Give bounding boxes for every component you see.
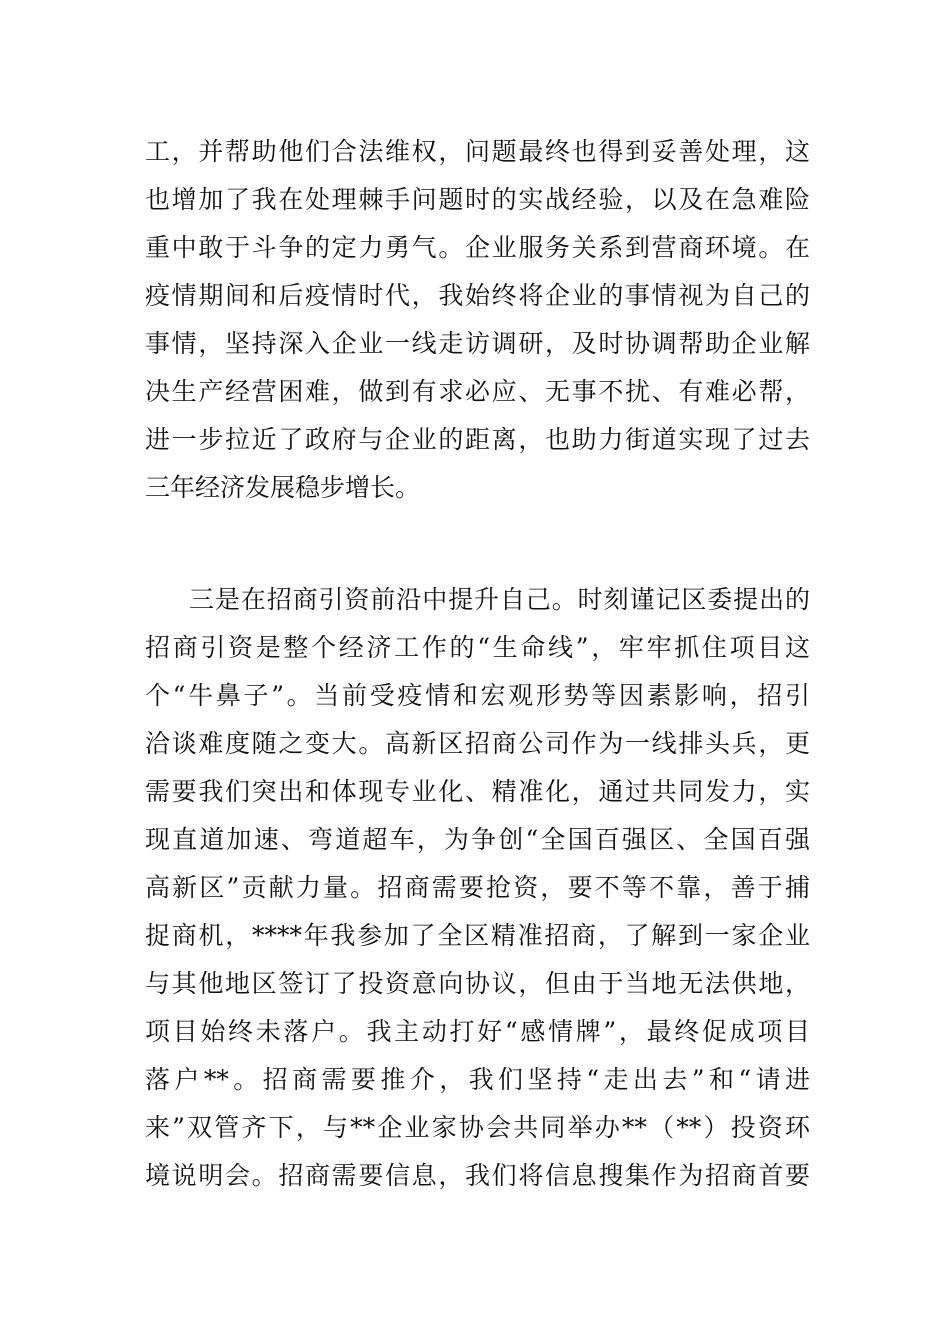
text-line: 捉商机，****年我参加了全区精准招商，了解到一家企业 [145,921,810,950]
text-line: 个“牛鼻子”。当前受疫情和宏观形势等因素影响，招引 [145,681,810,710]
text-line: 工，并帮助他们合法维权，问题最终也得到妥善处理，这 [145,137,810,166]
text-line: 项目始终未落户。我主动打好“感情牌”，最终促成项目 [145,1017,810,1046]
paragraph-2 [145,576,810,1200]
text-line: 进一步拉近了政府与企业的距离，也助力街道实现了过去 [145,425,810,454]
text-line: 境说明会。招商需要信息，我们将信息搜集作为招商首要 [145,1161,810,1190]
text-line: 决生产经营困难，做到有求必应、无事不扰、有难必帮， [145,377,810,406]
text-line: 也增加了我在处理棘手问题时的实战经验，以及在急难险 [145,185,810,214]
text-line: 现直道加速、弯道超车，为争创“全国百强区、全国百强 [145,825,810,854]
text-line: 来”双管齐下，与**企业家协会共同举办**（**）投资环 [145,1113,810,1142]
text-line: 高新区”贡献力量。招商需要抢资，要不等不靠，善于捕 [145,873,810,902]
text-line: 三是在招商引资前沿中提升自己。时刻谨记区委提出的 [189,585,810,614]
text-line: 招商引资是整个经济工作的“生命线”，牢牢抓住项目这 [145,633,810,662]
text-line: 需要我们突出和体现专业化、精准化，通过共同发力，实 [145,777,810,806]
text-line: 三年经济发展稳步增长。 [145,473,421,502]
text-line: 事情，坚持深入企业一线走访调研，及时协调帮助企业解 [145,329,810,358]
paragraph-1 [145,128,810,512]
text-line: 落户**。招商需要推介，我们坚持“走出去”和“请进 [145,1065,810,1094]
text-line: 洽谈难度随之变大。高新区招商公司作为一线排头兵，更 [145,729,810,758]
text-line: 与其他地区签订了投资意向协议，但由于当地无法供地， [145,969,810,998]
text-line: 疫情期间和后疫情时代，我始终将企业的事情视为自己的 [145,281,810,310]
text-line: 重中敢于斗争的定力勇气。企业服务关系到营商环境。在 [145,233,810,262]
